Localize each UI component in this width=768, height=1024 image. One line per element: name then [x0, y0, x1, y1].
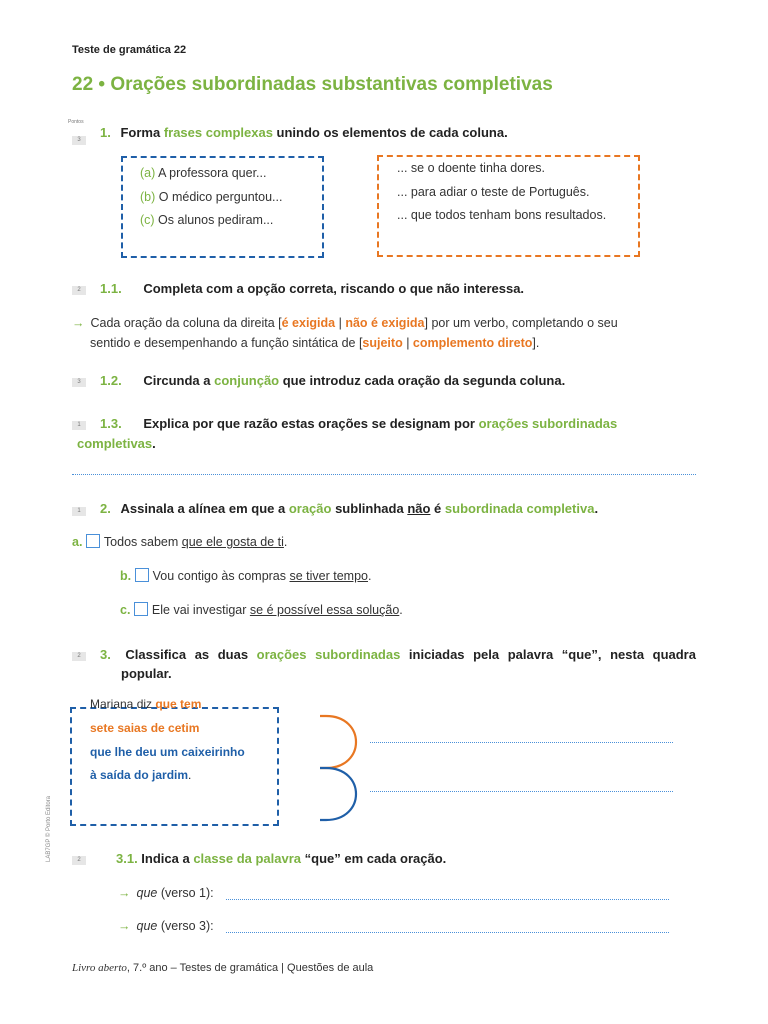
option-a	[72, 534, 287, 549]
poem-text: Mariana diz	[90, 697, 156, 711]
question-3-cont: popular.	[121, 666, 172, 681]
fill-sentence	[72, 313, 618, 353]
points-badge: 1	[72, 421, 86, 430]
q-emphasis: não	[407, 501, 431, 516]
poem-text: à saída do jardim	[90, 768, 189, 782]
word-que: que	[136, 919, 158, 933]
left-column	[140, 162, 282, 233]
question-3	[100, 647, 696, 662]
question-number: 1.	[100, 125, 111, 140]
question-1-1	[100, 281, 524, 296]
footer-text: , 7.º ano – Testes de gramática | Questões de aula	[126, 962, 374, 974]
q-highlight: classe da palavra	[193, 851, 302, 866]
q-text: Assinala a alínea em que a	[120, 501, 289, 516]
separator: |	[335, 316, 346, 330]
item-text: O médico perguntou...	[155, 189, 283, 204]
separator: |	[402, 336, 413, 350]
sentence-text: sentido e desempenhando a função sintática de [	[90, 336, 363, 350]
underlined-clause: se é possível essa solução	[249, 603, 400, 617]
q-text: Circunda a	[143, 373, 215, 388]
option-text[interactable]: sujeito	[362, 336, 403, 350]
left-item	[140, 186, 282, 210]
points-badge: 1	[72, 507, 86, 516]
question-number: 3.1.	[116, 851, 138, 866]
q-text: Explica por que razão estas orações se designam por	[143, 416, 479, 431]
q-text: é	[430, 501, 445, 516]
points-badge: 2	[72, 856, 86, 865]
option-text: Todos sabem	[103, 535, 182, 549]
item-letter: (b)	[140, 189, 156, 204]
option-punct: .	[368, 569, 372, 583]
q-highlight: frases complexas	[163, 125, 273, 140]
question-3-1	[116, 851, 446, 866]
sentence-text: Cada oração da coluna da direita [	[90, 316, 282, 330]
question-1-2	[100, 373, 565, 388]
right-item: ... para adiar o teste de Português.	[397, 184, 590, 199]
sentence-text: ] por um verbo, completando o seu	[424, 316, 618, 330]
option-b	[120, 568, 371, 583]
q-text: iniciadas pela palavra “que”, nesta quadra	[400, 647, 696, 662]
q-text: Completa com a opção correta, riscando o que não interessa.	[143, 281, 525, 296]
answer-line[interactable]	[226, 932, 669, 933]
right-column	[397, 157, 606, 228]
q-highlight: completivas	[77, 436, 153, 451]
q-text: .	[152, 436, 156, 451]
answer-line[interactable]	[370, 791, 673, 792]
question-number: 1.1.	[100, 281, 122, 296]
item-letter: (a)	[140, 166, 156, 180]
q-highlight: subordinada completiva	[444, 501, 595, 516]
question-1	[100, 125, 508, 140]
left-item	[140, 209, 282, 233]
poem-highlight: que tem	[155, 697, 202, 711]
q-text: que introduz cada oração da segunda coluna.	[279, 373, 566, 388]
q-text: sublinhada	[331, 501, 408, 516]
points-badge: 3	[72, 136, 86, 145]
checkbox[interactable]	[134, 602, 148, 616]
bracket-icons	[316, 712, 360, 824]
q-highlight: conjunção	[214, 373, 280, 388]
underlined-clause: que ele gosta de ti	[181, 535, 284, 549]
item-text: A professora quer...	[155, 166, 267, 180]
option-punct: .	[283, 535, 288, 549]
verse-label: (verso 3):	[157, 919, 214, 933]
option-text[interactable]: não é exigida	[345, 316, 425, 330]
q-text: .	[594, 501, 599, 516]
q-text: “que” em cada oração.	[301, 851, 447, 866]
q-highlight: orações subordinadas	[256, 647, 401, 662]
item-letter: (c)	[140, 213, 155, 227]
arrow-icon: →	[118, 886, 131, 900]
verse-label: (verso 1):	[157, 886, 214, 900]
poem-line-2: sete saias de cetim	[90, 721, 200, 735]
right-item: ... que todos tenham bons resultados.	[397, 208, 607, 222]
option-c	[120, 602, 403, 617]
question-number: 3.	[100, 647, 111, 662]
points-badge: 2	[72, 286, 86, 295]
poem-punct: .	[188, 768, 192, 782]
q-text: Classifica as duas	[125, 647, 257, 662]
option-letter: c.	[120, 603, 131, 617]
poem-line-3: que lhe deu um caixeirinho	[90, 745, 245, 759]
q-text: Indica a	[137, 851, 194, 866]
q-text: unindo os elementos de cada coluna.	[272, 125, 508, 140]
question-1-3	[100, 416, 617, 431]
page-title: 22 • Orações subordinadas substantivas completivas	[72, 74, 553, 95]
q-highlight: oração	[288, 501, 332, 516]
right-item: ... se o doente tinha dores.	[397, 161, 546, 175]
arrow-icon: →	[118, 919, 131, 933]
checkbox[interactable]	[135, 568, 149, 582]
q-highlight: orações subordinadas	[478, 416, 618, 431]
word-que: que	[136, 886, 158, 900]
side-credit: LAB7GP © Porto Editora	[46, 795, 52, 862]
answer-line[interactable]	[226, 899, 669, 900]
option-text[interactable]: complemento direto	[412, 336, 533, 350]
question-number: 1.2.	[100, 373, 122, 388]
question-number: 1.3.	[100, 416, 122, 431]
q-text: Forma	[120, 125, 164, 140]
option-letter: b.	[120, 569, 132, 583]
left-item	[140, 162, 282, 186]
option-text[interactable]: é exigida	[281, 316, 336, 330]
poem-line-4	[90, 768, 191, 782]
answer-1-label	[118, 886, 214, 900]
answer-line[interactable]	[72, 474, 696, 475]
points-badge: 2	[72, 652, 86, 661]
points-badge: 3	[72, 378, 86, 387]
option-punct: .	[399, 603, 403, 617]
footer	[72, 962, 373, 974]
blue-bracket-icon	[320, 768, 356, 820]
header-small-title: Teste de gramática 22	[72, 44, 187, 56]
poem-line-1	[90, 697, 201, 711]
arrow-icon: →	[72, 316, 85, 330]
sentence-text: ].	[532, 336, 540, 350]
option-letter: a.	[72, 535, 83, 549]
answer-line[interactable]	[370, 742, 673, 743]
pontos-label: Pontos	[68, 119, 84, 125]
answer-2-label	[118, 919, 214, 933]
orange-bracket-icon	[320, 716, 356, 768]
underlined-clause: se tiver tempo	[289, 569, 368, 583]
option-text: Ele vai investigar	[151, 603, 250, 617]
question-2	[100, 501, 598, 516]
question-1-3-cont	[77, 436, 156, 451]
item-text: Os alunos pediram...	[154, 213, 274, 227]
option-text: Vou contigo às compras	[152, 569, 290, 583]
question-number: 2.	[100, 501, 111, 516]
footer-italic: Livro aberto	[72, 962, 127, 974]
checkbox[interactable]	[86, 534, 100, 548]
